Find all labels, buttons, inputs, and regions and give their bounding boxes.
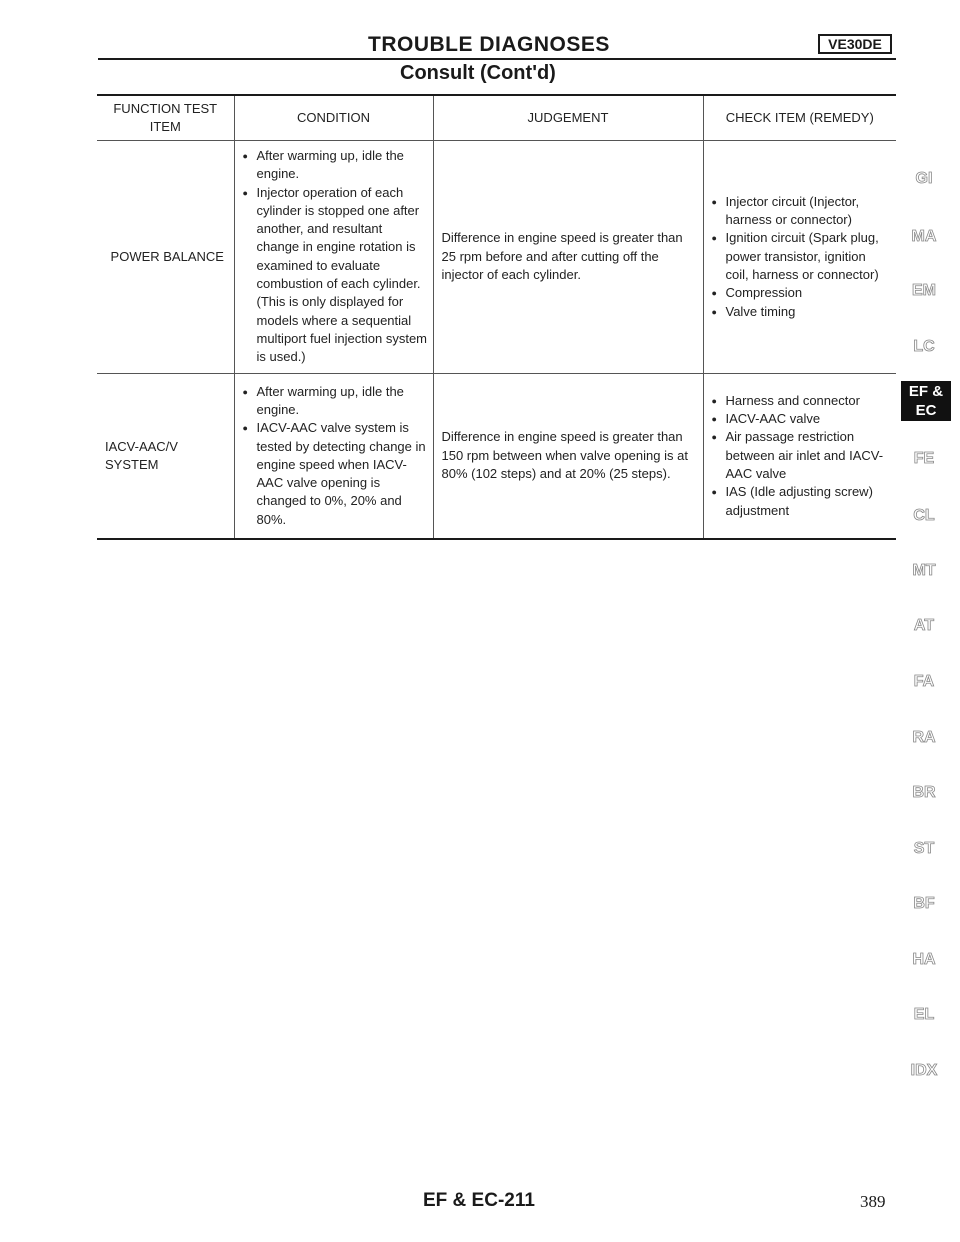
section-tab-el[interactable]: EL: [913, 1006, 935, 1023]
condition-bullet: ● After warming up, idle the engine.: [243, 383, 429, 420]
judgement-cell: Difference in engine speed is greater than 25 rpm before and after cutting off the injector of each cylinder.: [433, 141, 703, 374]
section-tab-gi[interactable]: GI: [915, 170, 933, 187]
section-tab-cl[interactable]: CL: [913, 507, 935, 524]
function-test-item: IACV-AAC/V SYSTEM: [97, 373, 234, 539]
section-tab-fa[interactable]: FA: [913, 673, 935, 690]
section-page-code: EF & EC-211: [423, 1190, 535, 1211]
condition-bullet: ● IACV-AAC valve system is tested by detecting change in engine speed when IACV-AAC valve opening is changed to 0%, 20% and 80%.: [243, 419, 429, 529]
table-row: [97, 141, 896, 374]
section-tab-ef-ec[interactable]: [901, 381, 951, 421]
check-item-bullet: ● IAS (Idle adjusting screw) adjustment: [712, 483, 893, 520]
table-row: [97, 373, 896, 539]
section-tab-bf[interactable]: BF: [913, 895, 935, 912]
condition-cell: [234, 141, 433, 374]
check-item-bullet: ● Harness and connector: [712, 392, 893, 410]
check-item-bullet: ● Ignition circuit (Spark plug, power transistor, ignition coil, harness or connector): [712, 229, 893, 284]
section-tab-br[interactable]: BR: [912, 784, 936, 801]
section-tab-fe[interactable]: FE: [913, 450, 935, 467]
section-tab-ma[interactable]: MA: [911, 228, 937, 245]
section-tab-lc[interactable]: LC: [913, 338, 935, 355]
judgement-cell: Difference in engine speed is greater than 150 rpm between when valve opening is at 80% (102 steps) and at 20% (25 steps).: [433, 373, 703, 539]
column-header-judgement: JUDGEMENT: [433, 95, 703, 141]
check-item-cell: [703, 373, 896, 539]
page-title: TROUBLE DIAGNOSES: [368, 33, 610, 56]
check-item-bullet: ● Air passage restriction between air inlet and IACV-AAC valve: [712, 428, 893, 483]
check-item-bullet: ● IACV-AAC valve: [712, 410, 893, 428]
condition-bullet: ● After warming up, idle the engine.: [243, 147, 429, 184]
condition-bullet: ● Injector operation of each cylinder is stopped one after another, and resultant change in engine rotation is examined to evaluate combustion of each cylinder. (This is only displayed for models where a sequential multiport fuel injection system is used.): [243, 184, 429, 367]
page-subtitle: Consult (Cont'd): [400, 62, 556, 84]
check-item-bullet: ● Valve timing: [712, 303, 893, 321]
active-tab-line: EC: [915, 402, 937, 419]
section-tab-st[interactable]: ST: [913, 840, 935, 857]
check-item-bullet: ● Compression: [712, 284, 893, 302]
page-number: 389: [860, 1192, 886, 1211]
diagnosis-table: [97, 94, 896, 540]
condition-cell: [234, 373, 433, 539]
check-item-bullet: ● Injector circuit (Injector, harness or connector): [712, 193, 893, 230]
section-tab-at[interactable]: AT: [913, 617, 935, 634]
check-item-cell: [703, 141, 896, 374]
header-rule: [98, 58, 896, 60]
engine-badge: VE30DE: [818, 34, 892, 54]
section-tab-ha[interactable]: HA: [912, 951, 936, 968]
section-tab-mt[interactable]: MT: [912, 562, 936, 579]
section-tab-ra[interactable]: RA: [912, 729, 936, 746]
column-header-check-item: CHECK ITEM (REMEDY): [703, 95, 896, 141]
table-header-row: [97, 95, 896, 141]
active-tab-line: EF &: [908, 383, 944, 400]
column-header-function-test-item: FUNCTION TEST ITEM: [97, 95, 234, 141]
column-header-condition: CONDITION: [234, 95, 433, 141]
function-test-item: POWER BALANCE: [97, 141, 234, 374]
section-tab-em[interactable]: EM: [912, 282, 936, 299]
section-tab-idx[interactable]: IDX: [910, 1062, 938, 1079]
